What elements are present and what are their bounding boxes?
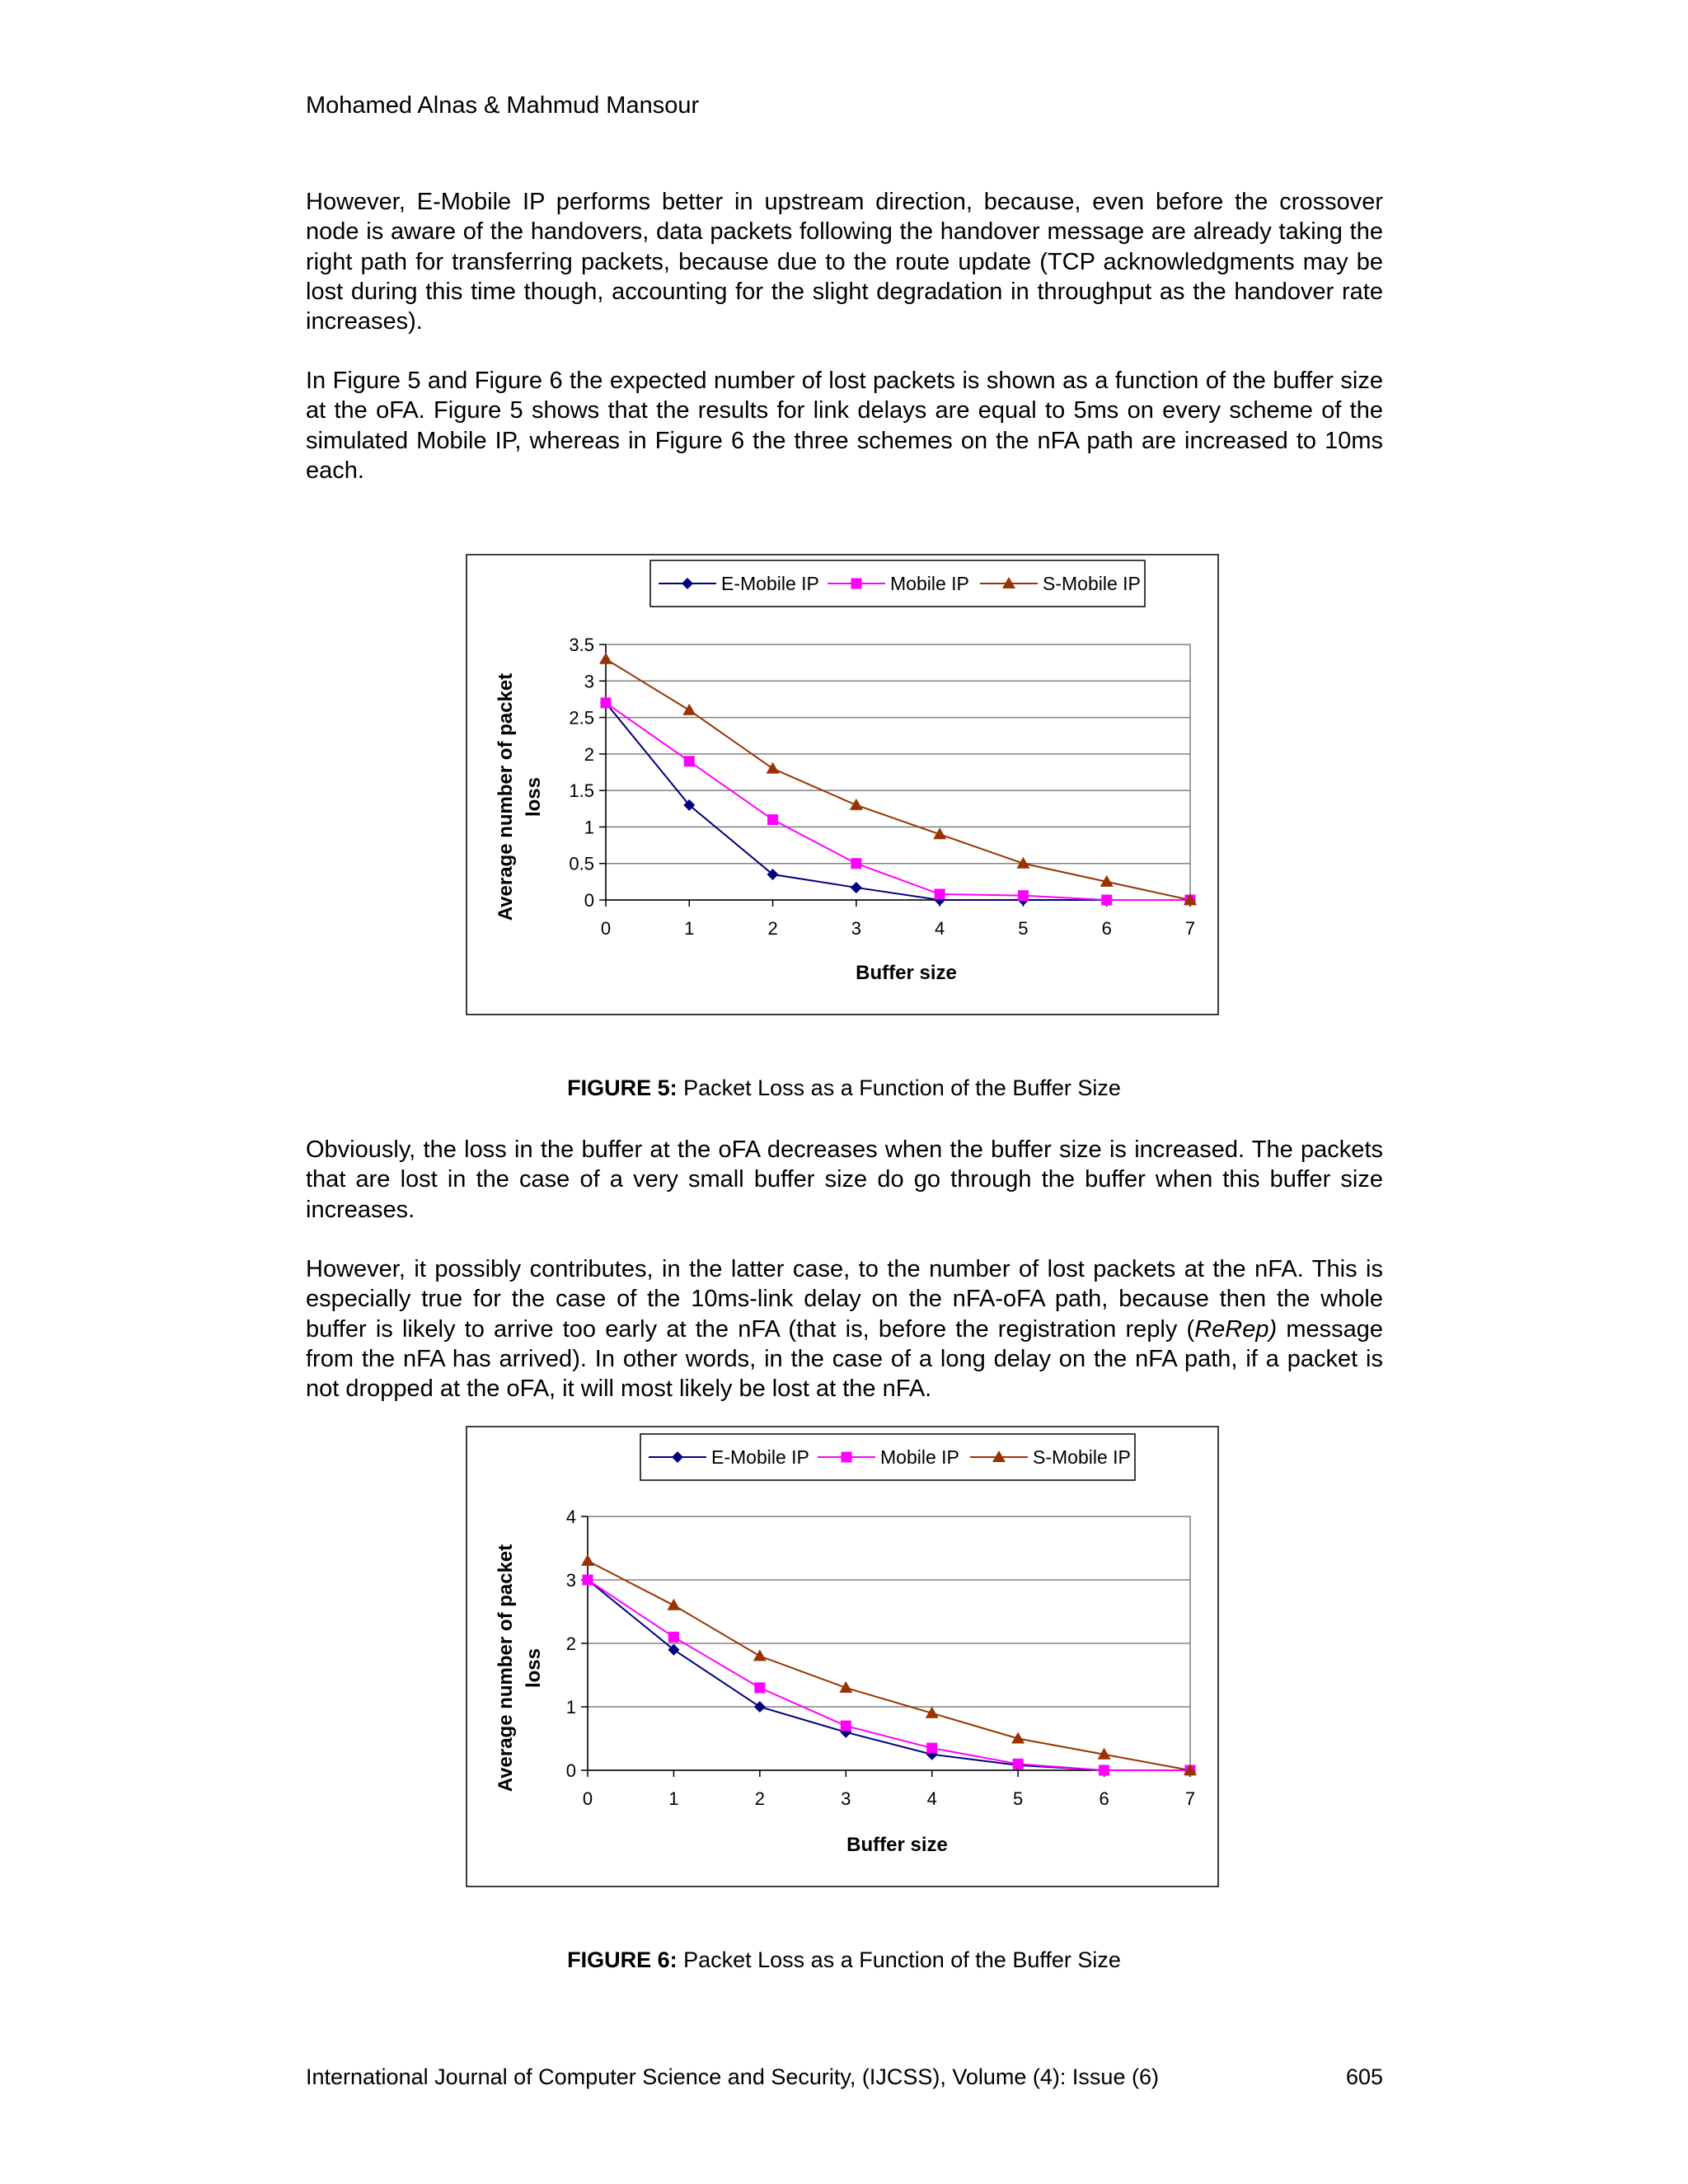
y-tick-label: 4 <box>565 1507 576 1527</box>
data-point <box>1099 1765 1109 1776</box>
data-point <box>684 756 695 766</box>
data-point <box>1013 1759 1024 1769</box>
figure-5-caption-label: FIGURE 5: <box>567 1076 678 1100</box>
y-tick-label: 0 <box>565 1760 576 1781</box>
y-tick-label: 1.5 <box>569 780 594 802</box>
x-tick-label: 3 <box>841 1788 851 1809</box>
y-tick-label: 2 <box>565 1633 576 1654</box>
x-tick-label: 3 <box>851 918 861 939</box>
legend-marker <box>842 1452 852 1463</box>
y-tick-label: 2.5 <box>569 707 594 729</box>
paragraph-2: In Figure 5 and Figure 6 the expected number of lost packets is shown as a function of the buffer size at the oFA. Figure 5 shows that the results for link delays are equal to 5ms on every scheme of the simulated Mobile IP, whereas in Figure 6 the three schemes on the nFA path are increased to 10ms each. <box>306 368 1383 484</box>
x-tick-label: 6 <box>1101 918 1112 939</box>
y-tick-label: 0.5 <box>569 853 594 874</box>
y-tick-label: 1 <box>584 817 594 838</box>
legend-label: S-Mobile IP <box>1033 1446 1131 1468</box>
legend-marker <box>851 579 862 589</box>
figure-6-caption-label: FIGURE 6: <box>567 1947 678 1972</box>
data-point <box>851 858 861 869</box>
figure-5-caption-text: Packet Loss as a Function of the Buffer Size <box>677 1076 1121 1100</box>
data-point <box>767 814 778 825</box>
y-tick-label: 3.5 <box>569 635 594 655</box>
paragraph-4-italic: ReRep) <box>1194 1315 1278 1343</box>
x-tick-label: 4 <box>926 1788 937 1809</box>
figure-5-caption <box>0 1073 1688 1103</box>
x-tick-label: 7 <box>1184 1788 1196 1809</box>
y-tick-label: 2 <box>584 743 594 765</box>
paragraph-4-text-b: message from the nFA has arrived). In other words, in the case of a long delay on the nFA path, if a packet is not dropped at the oFA, it will most likely be lost at the nFA. <box>306 1315 1383 1403</box>
paragraph-4 <box>306 1254 1383 1404</box>
y-axis-label-line: Average number of packet <box>495 673 517 921</box>
x-tick-label: 0 <box>600 918 612 939</box>
legend-label: Mobile IP <box>890 573 969 594</box>
x-axis-label: Buffer size <box>846 1834 948 1856</box>
data-point <box>754 1682 765 1693</box>
footer-journal: International Journal of Computer Science and Security, (IJCSS), Volume (4): Issue (6) <box>306 2064 1159 2089</box>
x-tick-label: 1 <box>684 918 695 939</box>
x-tick-label: 1 <box>668 1788 679 1809</box>
figure-6-chart <box>466 1426 1219 1887</box>
paragraph-4-text-a: However, it possibly contributes, in the latter case, to the number of lost packets at the nFA. This is especially true for the case of the 10ms-link delay on the nFA-oFA path, because then the whole buffer is likely to arrive too early at the nFA (that is, before the registration reply ( <box>306 1256 1383 1343</box>
data-point <box>1018 890 1029 901</box>
x-tick-label: 0 <box>582 1788 593 1809</box>
x-tick-label: 2 <box>754 1788 765 1809</box>
chart-frame <box>467 1427 1218 1886</box>
y-tick-label: 3 <box>584 671 594 692</box>
legend-label: Mobile IP <box>880 1446 959 1468</box>
running-header-authors: Mohamed Alnas & Mahmud Mansour <box>306 92 700 119</box>
paragraph-1: However, E-Mobile IP performs better in upstream direction, because, even before the crossover node is aware of the handovers, data packets following the handover message are already taking the right path for transferring packets, because due to the route update (TCP acknowledgments may be lost during this time though, accounting for the slight degradation in throughput as the handover rate increases). <box>306 189 1383 335</box>
page-footer <box>306 2062 1383 2092</box>
page-number: 605 <box>1345 2064 1383 2089</box>
x-tick-label: 4 <box>935 918 945 939</box>
data-point <box>935 888 945 899</box>
y-tick-label: 1 <box>565 1697 576 1718</box>
figure-5-chart <box>466 554 1219 1015</box>
data-point <box>1101 895 1112 906</box>
x-axis-label: Buffer size <box>856 962 957 984</box>
y-tick-label: 3 <box>565 1570 576 1591</box>
x-tick-label: 5 <box>1013 1788 1024 1809</box>
legend-label: E-Mobile IP <box>721 573 819 594</box>
data-point <box>926 1743 937 1754</box>
y-axis-label-line: loss <box>523 776 545 818</box>
x-tick-label: 7 <box>1184 918 1196 939</box>
paragraph-3: Obviously, the loss in the buffer at the oFA decreases when the buffer size is increased. The packets that are lost in the case of a very small buffer size do go through the buffer when this buffer size increases. <box>306 1137 1383 1223</box>
legend-label: E-Mobile IP <box>711 1446 809 1468</box>
data-point <box>841 1721 851 1732</box>
figure-6-caption <box>0 1945 1688 1975</box>
data-point <box>583 1575 593 1586</box>
figure-6-caption-text: Packet Loss as a Function of the Buffer Size <box>677 1947 1121 1972</box>
x-tick-label: 5 <box>1018 918 1029 939</box>
x-tick-label: 2 <box>767 918 778 939</box>
x-tick-label: 6 <box>1099 1788 1109 1809</box>
y-tick-label: 0 <box>584 890 594 911</box>
data-point <box>601 697 612 708</box>
y-axis-label-line: loss <box>523 1647 545 1689</box>
legend-label: S-Mobile IP <box>1043 573 1141 594</box>
data-point <box>668 1632 679 1643</box>
y-axis-label-line: Average number of packet <box>495 1544 517 1793</box>
